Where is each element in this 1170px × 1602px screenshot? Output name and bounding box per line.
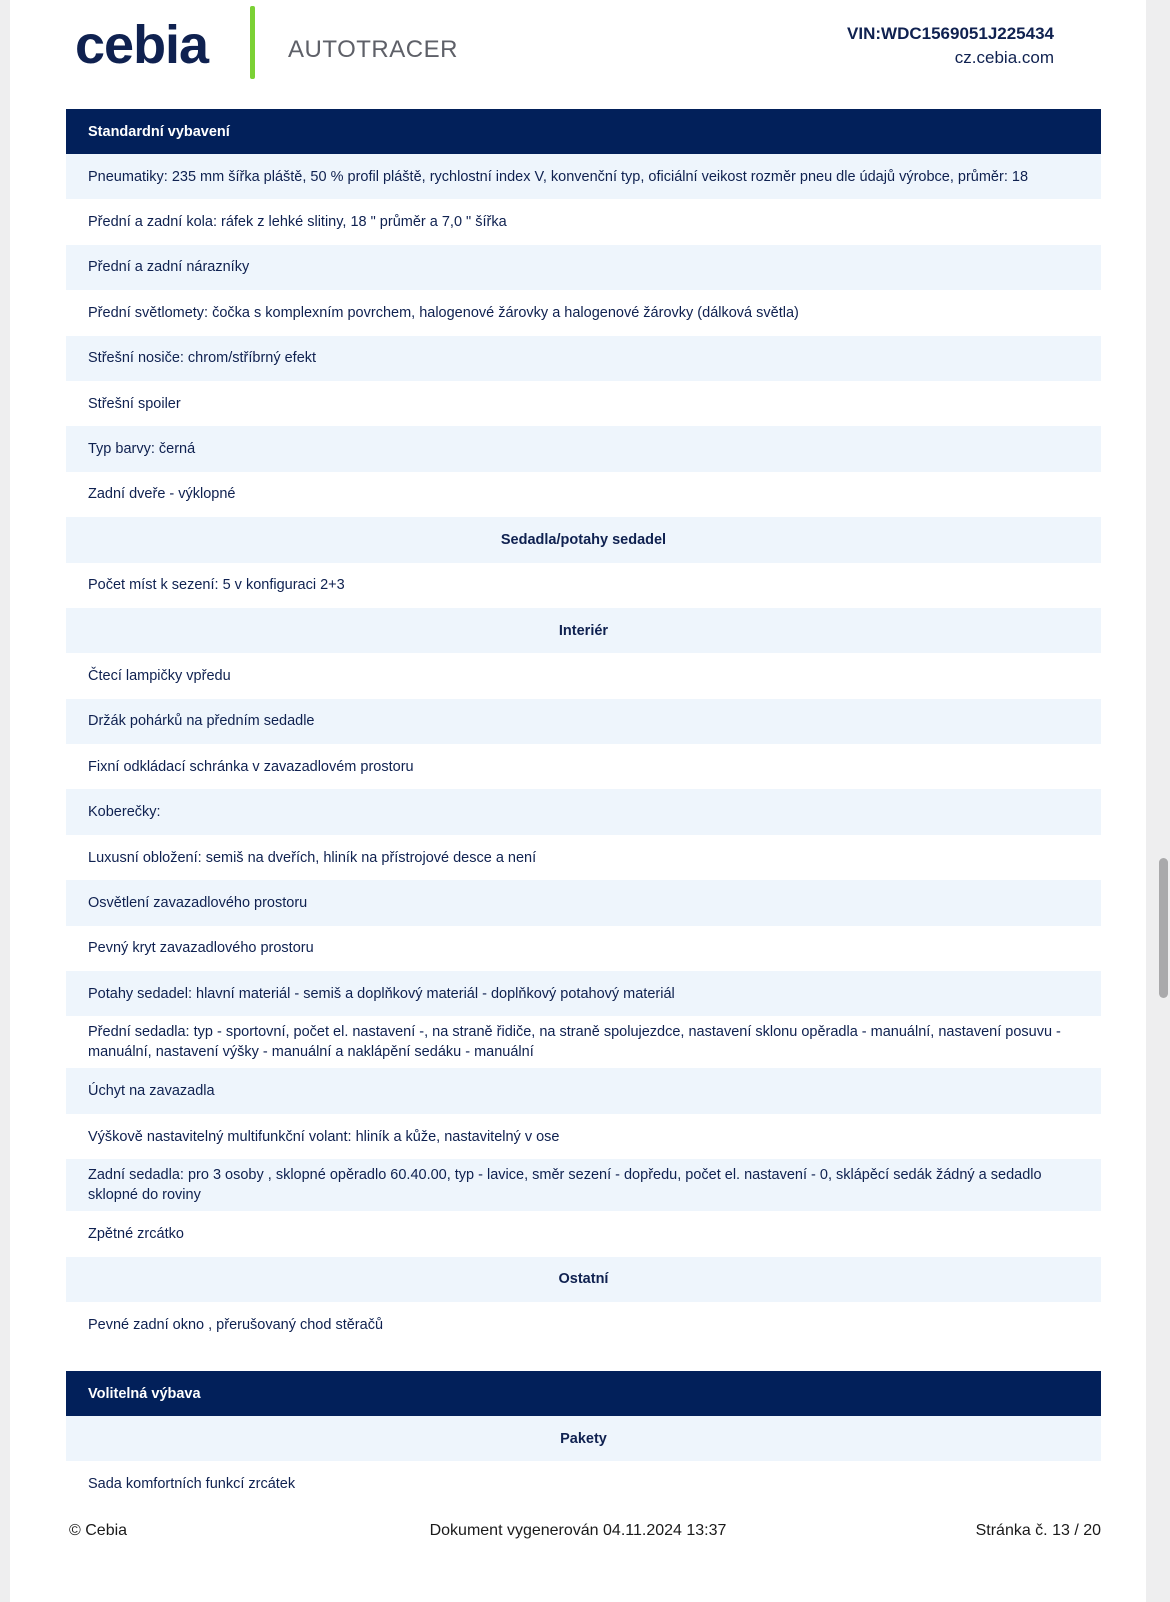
equipment-row: Luxusní obložení: semiš na dveřích, hliník na přístrojové desce a není [66,835,1101,880]
generated-date: Dokument vygenerován 04.11.2024 13:37 [429,1522,727,1539]
standard-equipment-table [66,109,1101,1347]
equipment-row: Koberečky: [66,789,1101,834]
section-title: Standardní vybavení [66,109,1101,154]
equipment-row: Držák pohárků na předním sedadle [66,699,1101,744]
subsection-title: Sedadla/potahy sedadel [66,517,1101,562]
equipment-row: Pneumatiky: 235 mm šířka pláště, 50 % profil pláště, rychlostní index V, konvenční typ, oficiální veikost rozměr pneu dle údajů výrobce, průměr: 18 [66,154,1101,199]
equipment-row: Čtecí lampičky vpředu [66,653,1101,698]
subsection-title: Pakety [66,1416,1101,1461]
equipment-row: Zadní sedadla: pro 3 osoby , sklopné opěradlo 60.40.00, typ - lavice, směr sezení - dopředu, počet el. nastavení - 0, sklápěcí sedák žádný a sedadlo sklopné do roviny [66,1159,1101,1211]
equipment-row: Fixní odkládací schránka v zavazadlovém prostoru [66,744,1101,789]
equipment-row: Přední a zadní nárazníky [66,245,1101,290]
equipment-row: Potahy sedadel: hlavní materiál - semiš a doplňkový materiál - doplňkový potahový materiál [66,971,1101,1016]
page-header [10,0,1146,100]
equipment-row: Typ barvy: černá [66,426,1101,471]
product-name: AUTOTRACER [288,36,458,63]
equipment-row: Sada komfortních funkcí zrcátek [66,1461,1101,1506]
equipment-row: Střešní spoiler [66,381,1101,426]
equipment-row: Osvětlení zavazadlového prostoru [66,880,1101,925]
equipment-row: Střešní nosiče: chrom/stříbrný efekt [66,336,1101,381]
equipment-row: Zpětné zrcátko [66,1211,1101,1256]
page-number: Stránka č. 13 / 20 [975,1522,1101,1539]
copyright: © Cebia [69,1522,128,1539]
equipment-row: Výškově nastavitelný multifunkční volant: hliník a kůže, nastavitelný v ose [66,1114,1101,1159]
subsection-title: Interiér [66,608,1101,653]
cebia-logo: cebia [75,15,209,75]
section-title: Volitelná výbava [66,1371,1101,1416]
report-page [10,0,1146,1602]
equipment-row: Zadní dveře - výklopné [66,472,1101,517]
equipment-row: Počet míst k sezení: 5 v konfiguraci 2+3 [66,563,1101,608]
equipment-row: Přední sedadla: typ - sportovní, počet el. nastavení -, na straně řidiče, na straně spolujezdce, nastavení sklonu opěradla - manuální, nastavení posuvu - manuální, nastavení výšky - manuální a naklápění sedáku - manuální [66,1016,1101,1068]
subsection-title: Ostatní [66,1257,1101,1302]
equipment-row: Úchyt na zavazadla [66,1068,1101,1113]
equipment-row: Pevné zadní okno , přerušovaný chod stěračů [66,1302,1101,1347]
optional-equipment-table [66,1371,1101,1507]
equipment-row: Pevný kryt zavazadlového prostoru [66,926,1101,971]
equipment-row: Přední a zadní kola: ráfek z lehké slitiny, 18 " průměr a 7,0 " šířka [66,199,1101,244]
logo-divider [250,6,255,79]
scrollbar-thumb[interactable] [1159,858,1168,998]
equipment-row: Přední světlomety: čočka s komplexním povrchem, halogenové žárovky a halogenové žárovky (dálková světla) [66,290,1101,335]
site-url[interactable]: cz.cebia.com [954,48,1054,67]
vin-number: VIN:WDC1569051J225434 [847,24,1054,43]
